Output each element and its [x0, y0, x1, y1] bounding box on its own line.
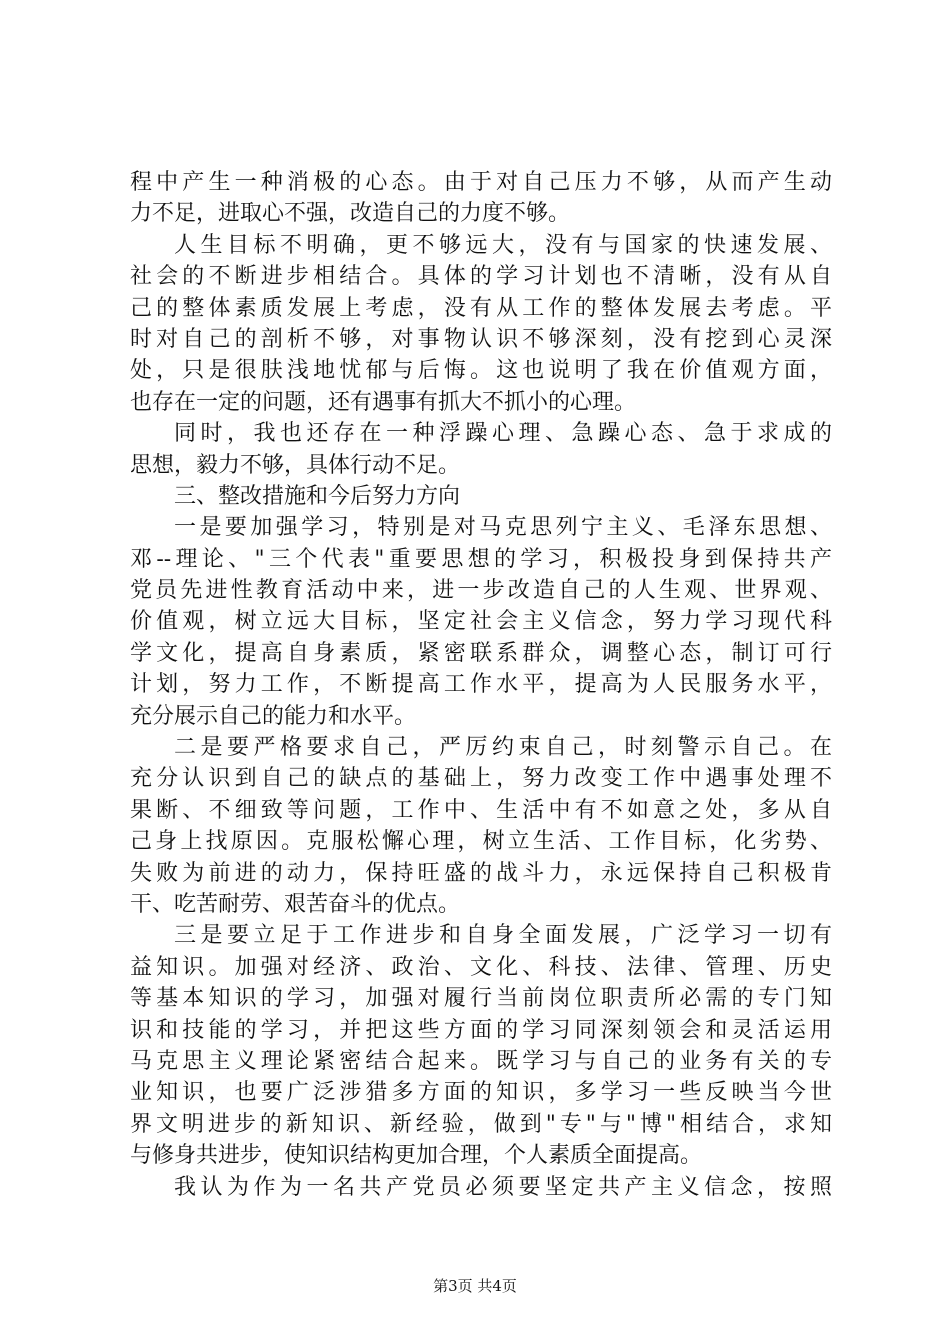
text-line: 力不足，进取心不强，改造自己的力度不够。 — [130, 201, 571, 227]
text-line: 价值观，树立远大目标，坚定社会主义信念，努力学习现代科 — [130, 609, 832, 635]
text-line: 计划，努力工作，不断提高工作水平，提高为人民服务水平， — [130, 672, 832, 698]
text-line: 己的整体素质发展上考虑，没有从工作的整体发展去考虑。平 — [130, 295, 832, 321]
text-line: 邓--理论、"三个代表"重要思想的学习，积极投身到保持共产 — [130, 546, 832, 572]
text-line: 处，只是很肤浅地忧郁与后悔。这也说明了我在价值观方面， — [130, 358, 832, 384]
text-line: 社会的不断进步相结合。具体的学习计划也不清晰，没有从自 — [130, 264, 832, 290]
text-line: 程中产生一种消极的心态。由于对自己压力不够，从而产生动 — [130, 170, 832, 195]
text-line: 识和技能的学习，并把这些方面的学习同深刻领会和灵活运用 — [130, 1017, 832, 1043]
text-line: 二是要严格要求自己，严厉约束自己，时刻警示自己。在 — [174, 735, 832, 761]
text-line: 我认为作为一名共产党员必须要坚定共产主义信念，按照 — [174, 1174, 832, 1200]
text-line: 学文化，提高自身素质，紧密联系群众，调整心态，制订可行 — [130, 640, 832, 666]
document-body — [130, 167, 832, 1203]
text-line: 思想，毅力不够，具体行动不足。 — [130, 452, 461, 478]
page-footer: 第3页 共4页 — [433, 1277, 517, 1295]
text-line: 也存在一定的问题，还有遇事有抓大不抓小的心理。 — [130, 389, 637, 415]
text-line: 三是要立足于工作进步和自身全面发展，广泛学习一切有 — [174, 923, 832, 949]
text-line: 业知识，也要广泛涉猎多方面的知识，多学习一些反映当今世 — [130, 1080, 832, 1106]
text-line: 己身上找原因。克服松懈心理，树立生活、工作目标，化劣势、 — [130, 829, 832, 855]
text-line: 人生目标不明确，更不够远大，没有与国家的快速发展、 — [174, 232, 832, 258]
text-line: 干、吃苦耐劳、艰苦奋斗的优点。 — [130, 891, 461, 917]
text-line: 一是要加强学习，特别是对马克思列宁主义、毛泽东思想、 — [174, 515, 832, 541]
text-line: 三、整改措施和今后努力方向 — [174, 483, 461, 509]
text-line: 失败为前进的动力，保持旺盛的战斗力，永远保持自己积极肯 — [130, 860, 832, 886]
text-line: 果断、不细致等问题，工作中、生活中有不如意之处，多从自 — [130, 797, 832, 823]
text-line: 同时，我也还存在一种浮躁心理、急躁心态、急于求成的 — [174, 421, 832, 447]
text-line: 党员先进性教育活动中来，进一步改造自己的人生观、世界观、 — [130, 578, 832, 604]
text-line: 充分展示自己的能力和水平。 — [130, 703, 417, 729]
text-line: 界文明进步的新知识、新经验，做到"专"与"博"相结合，求知 — [130, 1111, 832, 1137]
text-line: 与修身共进步，使知识结构更加合理，个人素质全面提高。 — [130, 1143, 703, 1169]
text-line: 等基本知识的学习，加强对履行当前岗位职责所必需的专门知 — [130, 986, 832, 1012]
text-line: 马克思主义理论紧密结合起来。既学习与自己的业务有关的专 — [130, 1048, 832, 1074]
text-line: 充分认识到自己的缺点的基础上，努力改变工作中遇事处理不 — [130, 766, 832, 792]
text-line: 时对自己的剖析不够，对事物认识不够深刻，没有挖到心灵深 — [130, 326, 832, 352]
text-line: 益知识。加强对经济、政治、文化、科技、法律、管理、历史 — [130, 954, 832, 980]
